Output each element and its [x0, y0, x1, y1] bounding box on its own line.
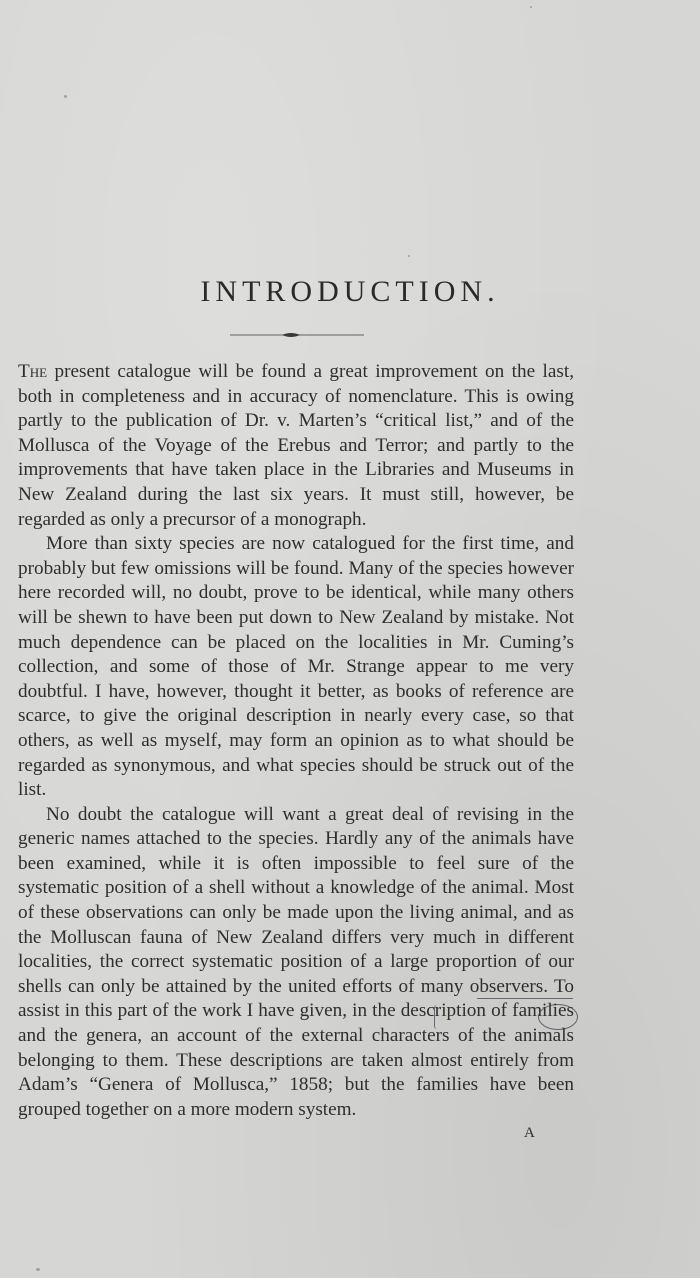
paper-speck: [530, 6, 532, 8]
title-ornament-rule: [230, 329, 364, 341]
paper-speck: [565, 447, 568, 450]
signature-mark: A: [524, 1125, 535, 1141]
pencil-bracket-mark: [434, 1005, 441, 1029]
paper-speck: [36, 1268, 40, 1271]
paragraph-1-text: present catalogue will be found a great improvement on the last, both in completeness and in accuracy of nomenclature. This is owing partly to the publication of Dr. v. Marten’s “critical list,” and of the Mollusca of the Voyage of the Erebus and Terror; and partly to the improvements that have taken place in the Libraries and Museums in New Zealand during the last six years. It must still, however, be regarded as only a precursor of a monograph.: [18, 361, 574, 530]
paragraph-3-text: No doubt the catalogue will want a great deal of revising in the generic names attached to the species. Hardly any of the animals have been examined, while it is often impossible to feel sure of the systematic position of a shell without a knowledge of the animal. Most of these observations can only be made upon the living animal, and as the Molluscan fauna of New Zealand differs very much in different localities, the correct systematic position of a large proportion of our shells can only be attained by the united efforts of many observers. To assist in this part of the work I have given, in the description of families and the genera, an account of the external characters of the animals belonging to them. These descriptions are taken almost entirely from Adam’s “Genera of Mollusca,” 1858; but the families have been grouped together on a more modern system.: [18, 803, 574, 1120]
introduction-body: [18, 360, 574, 1122]
paragraph-1: [18, 360, 574, 532]
paragraph-2: [18, 532, 574, 803]
paper-speck: [408, 255, 410, 257]
pencil-underline-mark: [477, 998, 573, 999]
paragraph-2-text: More than sixty species are now catalogued for the first time, and probably but few omissions will be found. Many of the species however here recorded will, no doubt, prove to be identical, while many others will be shewn to have been put down to New Zealand by mistake. Not much dependence can be placed on the localities in Mr. Cuming’s collection, and some of those of Mr. Strange appear to me very doubtful. I have, however, thought it better, as books of reference are scarce, to give the original description in nearly every case, so that others, as well as myself, may form an opinion as to what should be regarded as synonymous, and what species should be struck out of the list.: [18, 533, 574, 801]
paragraph-1-lead: The: [18, 361, 48, 382]
paper-speck: [64, 95, 67, 98]
paragraph-3: [18, 803, 574, 1123]
page-title: INTRODUCTION.: [200, 275, 500, 308]
